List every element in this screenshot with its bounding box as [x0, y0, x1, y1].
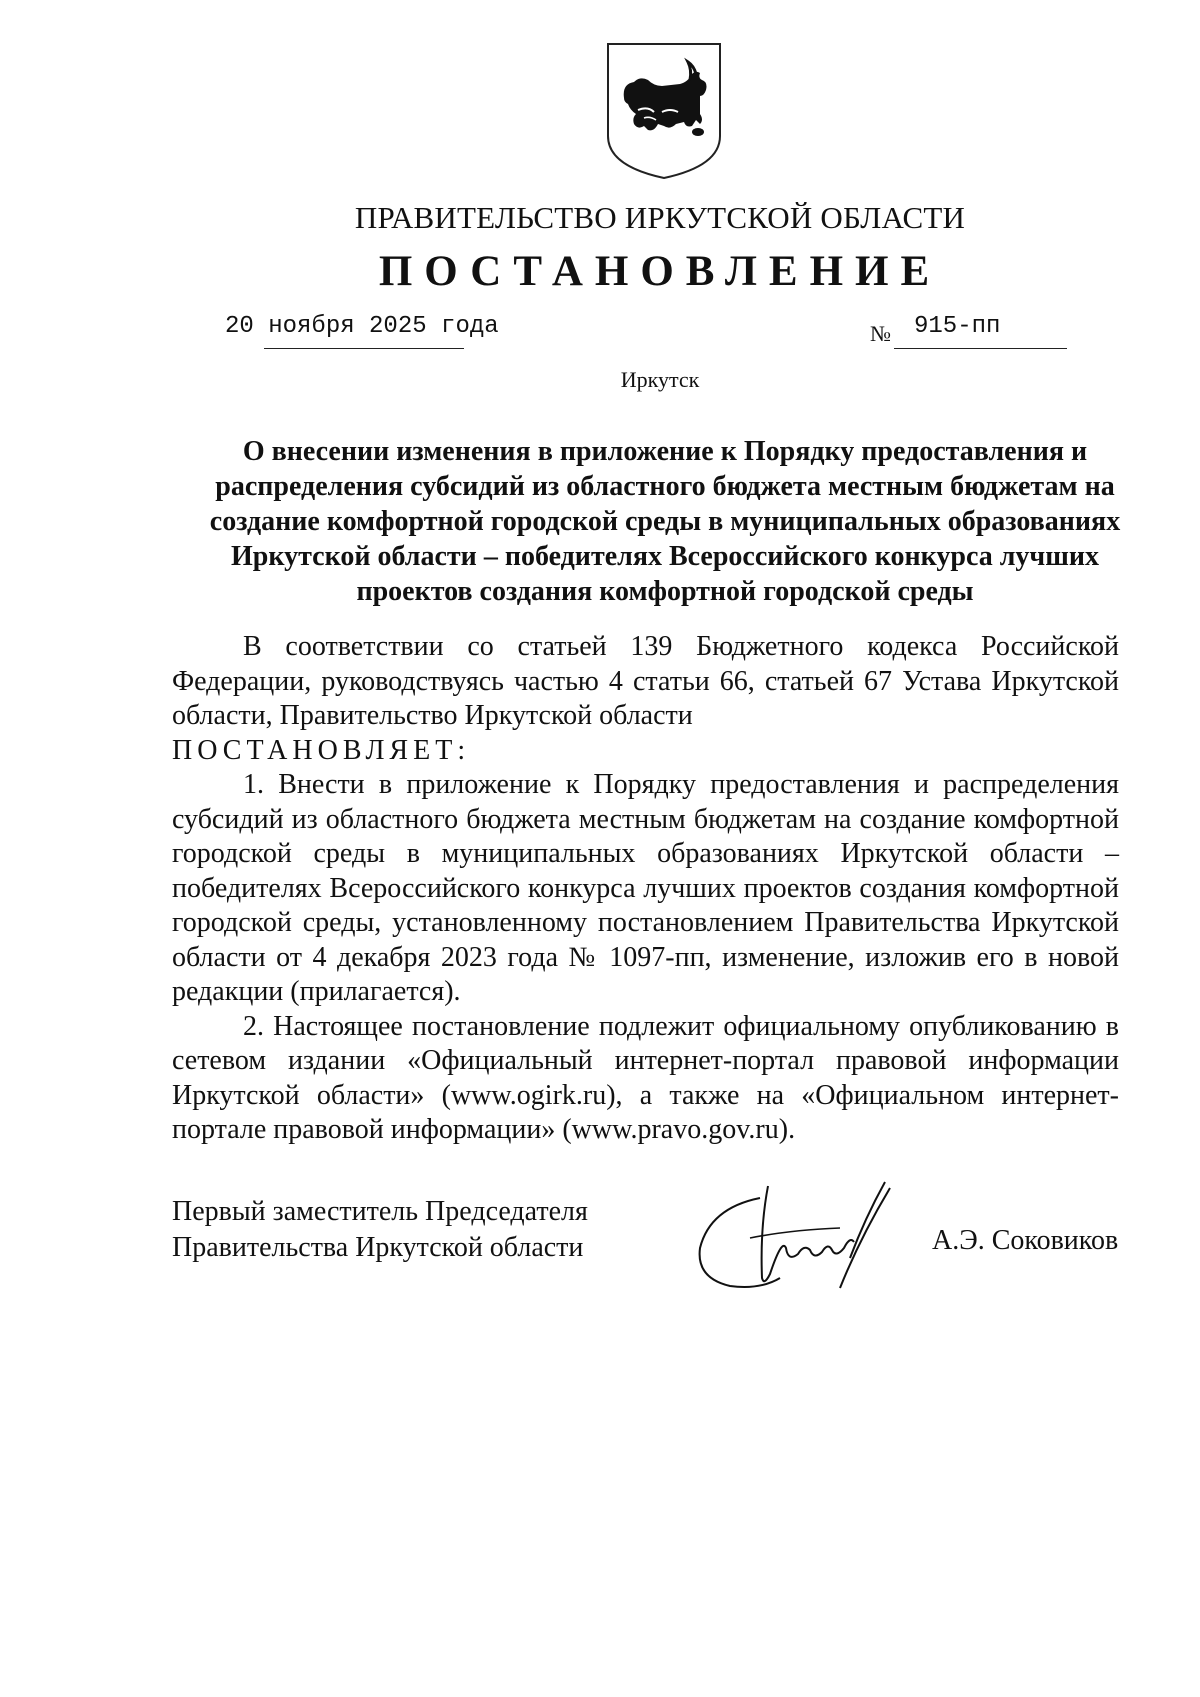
organization-name: ПРАВИТЕЛЬСТВО ИРКУТСКОЙ ОБЛАСТИ — [354, 200, 966, 235]
signer-name: А.Э. Соковиков — [932, 1225, 1119, 1256]
item-paragraph-1: 1. Внести в приложение к Порядку предоставления и распределения субсидий из областного бюджета местным бюджетам на создание комфортной городской среды в муниципальных образованиях Иркутской области – победителях Всероссийского конкурса лучших проектов создания комфортной городской среды, установленному постановлением Правительства Иркутской области от 4 декабря 2023 года № 1097-пп, изменение, изложив его в новой редакции (прилагается). — [172, 769, 1119, 1007]
signer-position — [172, 1194, 588, 1266]
document-date: 20 ноября 2025 года — [225, 313, 499, 340]
number-sign: № — [870, 321, 891, 346]
signer-position-line-1: Первый заместитель Председателя — [172, 1196, 588, 1227]
document-number: 915-пп — [914, 313, 1001, 340]
number-underline — [894, 348, 1067, 349]
date-underline — [264, 348, 464, 349]
signer-position-line-2: Правительства Иркутской области — [172, 1232, 584, 1263]
resolves-line: ПОСТАНОВЛЯЕТ: — [172, 734, 471, 766]
document-type: ПОСТАНОВЛЕНИЕ — [378, 248, 942, 295]
city: Иркутск — [620, 367, 700, 392]
handwritten-signature-icon — [690, 1178, 930, 1298]
coat-of-arms-icon — [604, 40, 724, 182]
preamble-paragraph: В соответствии со статьей 139 Бюджетного кодекса Российской Федерации, руководствуясь частью 4 статьи 66, статьей 67 Устава Иркутской области, Правительство Иркутской области — [172, 631, 1119, 731]
item-paragraph-2: 2. Настоящее постановление подлежит официальному опубликованию в сетевом издании «Официальный интернет-портал правовой информации Иркутской области» (www.ogirk.ru), а также на «Официальном интернет-портале правовой информации» (www.pravo.gov.ru). — [172, 1010, 1119, 1145]
document-body — [172, 630, 1119, 1148]
document-title: О внесении изменения в приложение к Порядку предоставления и распределения субсидий из областного бюджета местным бюджетам на создание комфортной городской среды в муниципальных образованиях Иркутской области – победителях Всероссийского конкурса лучших проектов создания комфортной городской среды — [209, 436, 1121, 607]
